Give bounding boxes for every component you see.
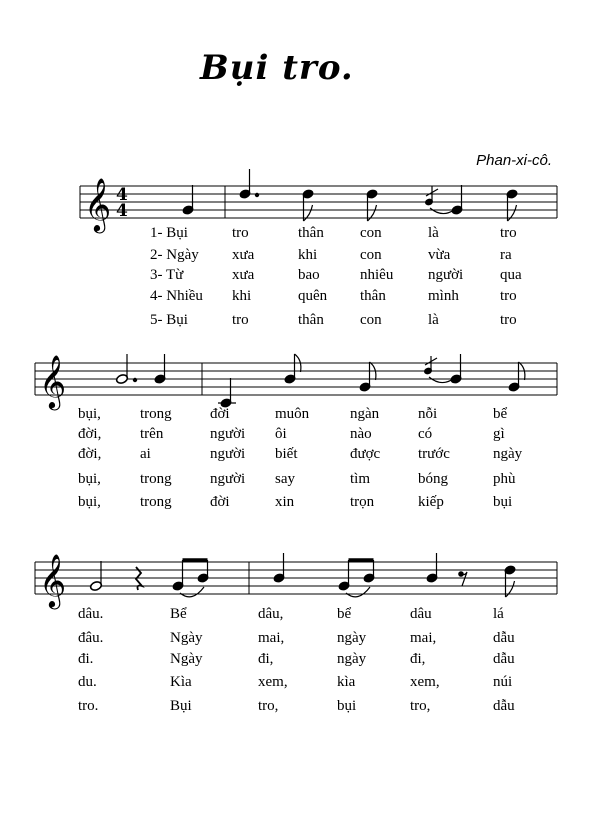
lyric-word: người — [210, 426, 246, 442]
lyric-word: qua — [500, 267, 522, 283]
lyric-word: tro — [500, 288, 517, 304]
lyric-word: tìm — [350, 471, 371, 487]
lyric-word: đi, — [410, 651, 426, 667]
lyric-word: xưa — [232, 267, 255, 283]
lyric-word: đời, — [78, 446, 102, 462]
lyric-word: xưa — [232, 247, 255, 263]
lyric-word: đời, — [78, 426, 102, 442]
lyric-word: dâu. — [78, 606, 104, 622]
lyric-word: con — [360, 247, 382, 263]
treble-clef-icon: 𝄞 — [39, 354, 67, 408]
lyric-word: đâu. — [78, 630, 104, 646]
lyric-word: ngày — [337, 651, 367, 667]
lyric-word: đời — [210, 406, 230, 422]
lyric-word: mai, — [410, 630, 437, 646]
lyric-word: 3- Từ — [150, 267, 184, 283]
lyric-word: dâu, — [258, 606, 284, 622]
lyric-word: ngày — [337, 630, 367, 646]
lyric-word: Bể — [170, 606, 187, 622]
lyric-word: du. — [78, 674, 97, 690]
lyric-word: con — [360, 312, 382, 328]
lyric-word: 4- Nhiều — [150, 288, 203, 304]
lyric-word: Ngày — [170, 651, 203, 667]
lyric-word: Kìa — [170, 674, 192, 690]
lyric-word: mai, — [258, 630, 285, 646]
lyric-word: bể — [493, 406, 508, 422]
lyric-word: dẫu — [493, 651, 515, 667]
staff-lines-3 — [35, 562, 557, 594]
slur — [430, 208, 454, 214]
lyric-word: trong — [140, 471, 172, 487]
lyric-word: quên — [298, 288, 328, 304]
lyric-word: con — [360, 225, 382, 241]
lyric-word: tro — [500, 312, 517, 328]
lyric-word: 2- Ngày — [150, 247, 199, 263]
lyric-word: là — [428, 225, 439, 241]
song-title: Bụi tro. — [200, 48, 354, 88]
lyric-word: bụi — [493, 494, 513, 510]
lyric-word: khi — [232, 288, 252, 304]
lyric-word: dẫu — [493, 698, 515, 714]
lyric-word: được — [350, 446, 381, 462]
lyric-word: trước — [418, 446, 450, 462]
lyric-word: Ngày — [170, 630, 203, 646]
lyric-word: tro — [500, 225, 517, 241]
lyric-word: 1- Bụi — [150, 225, 188, 241]
lyric-word: có — [418, 426, 433, 442]
lyric-word: muôn — [275, 406, 310, 422]
lyric-word: nỗi — [418, 406, 438, 422]
lyric-word: trọn — [350, 494, 375, 510]
lyric-word: tro — [232, 312, 249, 328]
lyric-word: nào — [350, 426, 372, 442]
lyric-word: khi — [298, 247, 318, 263]
lyric-word: dẫu — [493, 630, 515, 646]
lyric-word: đời — [210, 494, 230, 510]
lyric-word: bụi — [337, 698, 357, 714]
lyric-word: thân — [298, 225, 324, 241]
lyric-word: ôi — [275, 426, 287, 442]
lyric-word: nhiêu — [360, 267, 394, 283]
lyric-word: xem, — [410, 674, 440, 690]
lyric-word: thân — [360, 288, 386, 304]
lyric-word: người — [210, 471, 246, 487]
lyric-word: dâu — [410, 606, 432, 622]
lyric-word: tro — [232, 225, 249, 241]
lyric-word: bóng — [418, 471, 448, 487]
staff-lines-1 — [80, 186, 557, 218]
lyric-word: người — [210, 446, 246, 462]
lyric-word: lá — [493, 606, 504, 622]
lyric-word: thân — [298, 312, 324, 328]
lyric-word: gì — [493, 426, 505, 442]
treble-clef-icon: 𝄞 — [39, 553, 67, 607]
lyric-word: ngàn — [350, 406, 380, 422]
lyric-word: 5- Bụi — [150, 312, 188, 328]
lyric-word: biết — [275, 446, 298, 462]
dot — [255, 193, 258, 196]
lyric-word: bụi, — [78, 494, 101, 510]
lyric-word: là — [428, 312, 439, 328]
lyric-word: ngày — [493, 446, 523, 462]
lyric-word: kìa — [337, 674, 356, 690]
lyric-word: bao — [298, 267, 320, 283]
lyric-word: phù — [493, 471, 516, 487]
lyric-word: đi, — [258, 651, 274, 667]
lyric-word: người — [428, 267, 464, 283]
lyric-word: trong — [140, 406, 172, 422]
lyric-word: mình — [428, 288, 459, 304]
lyric-word: kiếp — [418, 494, 444, 510]
lyric-word: tro. — [78, 698, 99, 714]
lyric-word: bụi, — [78, 406, 101, 422]
lyric-word: ai — [140, 446, 151, 462]
lyric-word: đi. — [78, 651, 94, 667]
treble-clef-icon: 𝄞 — [84, 177, 112, 231]
staff-lines-2 — [35, 363, 557, 395]
lyric-word: trên — [140, 426, 164, 442]
time-signature-top: 4 — [116, 185, 128, 205]
lyric-word: vừa — [428, 247, 451, 263]
lyric-word: say — [275, 471, 295, 487]
lyric-word: tro, — [410, 698, 431, 714]
time-signature-bottom: 4 — [116, 201, 128, 221]
lyric-word: bể — [337, 606, 352, 622]
lyric-word: tro, — [258, 698, 279, 714]
lyric-word: ra — [500, 247, 512, 263]
lyric-word: Bụi — [170, 698, 192, 714]
lyric-word: núi — [493, 674, 513, 690]
composer-name: Phan-xi-cô. — [476, 152, 552, 169]
lyric-word: trong — [140, 494, 172, 510]
lyric-word: xin — [275, 494, 295, 510]
lyric-word: bụi, — [78, 471, 101, 487]
lyric-word: xem, — [258, 674, 288, 690]
